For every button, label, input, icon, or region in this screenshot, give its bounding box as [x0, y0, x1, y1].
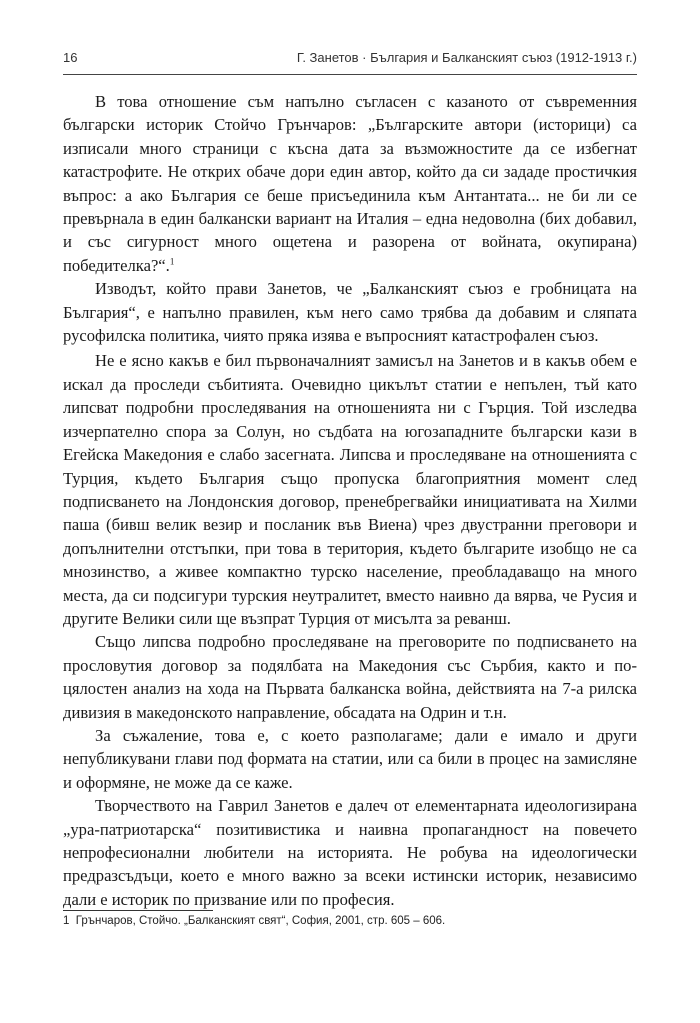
paragraph: Творчеството на Гаврил Занетов е далеч от елементарната идеологизирана „ура-патриотарска“ позитивистика и наивна пропагандност на повечето непрофесионални любители на историята. Не робува на идеологически предразсъдъци, което е много важно за всеки истински историк, независимо дали е историк по призвание или по професия.: [63, 796, 637, 909]
paragraph-text: В това отношение съм напълно съгласен с казаното от съвременния български историк Стойчо Грънчаров: „Българските автори (историци) са изписали много страници с късна дата за възможностите да се избегнат катастрофите. Не открих обаче дори един автор, който да си зададе простичкия въпрос: а ако България се беше присъединила към Антантата... не би ли се превърнала в един балкански вариант на Италия – една недоволна (бих добавил, и със сигурност много ощетена и разорена от войната, окупирана) победителка?“.: [63, 92, 637, 275]
footnote-reference[interactable]: 1: [169, 256, 175, 267]
footnote-rule: [63, 910, 213, 911]
body-text: [63, 90, 637, 911]
paragraph: Не е ясно какъв е бил първоначалният замисъл на Занетов и в какъв обем е искал да проследи събитията. Очевидно цикълът статии е непълен, тъй като липсват подробни проследявания на отношенията ни с Гърция. Той изследва изчерпателно спора за Солун, но съдбата на югозападните български кази в Егейска Македония е слабо засегната. Липсва и проследяване на отношенията с Турция, където България също пропуска благоприятния момент след подписването на Лондонския договор, пренебрегвайки инициативата на Хилми паша (бивш велик везир и посланик във Виена) чрез двустранни преговори и допълнителни отстъпки, при това в територия, където българите изобщо не са мнозинство, а живее компактно турско население, преобладаващо на много места, да си подсигури турския неутралитет, вместо наивно да вярва, че Русия и другите Велики сили ще възпрат Турция от мисълта за реванш.: [63, 351, 637, 628]
page-number: 16: [63, 50, 78, 65]
footnote-text: Грънчаров, Стойчо. „Балканският свят“, София, 2001, стр. 605 – 606.: [75, 915, 446, 927]
paragraph: Изводът, който прави Занетов, че „Балканският съюз е гробницата на България“, е напълно правилен, към него само трябва да добавим и сляпата русофилска политика, чиято пряка изява е въпросният катастрофален съюз.: [63, 279, 637, 346]
footnote: [63, 915, 637, 927]
running-title: Г. Занетов · България и Балканският съюз (1912-1913 г.): [296, 50, 637, 65]
page-header: [63, 50, 637, 72]
footnote-number: 1: [63, 915, 70, 927]
header-rule: [63, 74, 637, 75]
paragraph: [63, 90, 637, 277]
paragraph: За съжаление, това е, с което разполагаме; дали е имало и други непубликувани глави под формата на статии, или са били в процес на замисляне и оформяне, не може да се каже.: [63, 725, 637, 792]
paragraph: Също липсва подробно проследяване на преговорите по подписването на прословутия договор за подялбата на Македония със Сърбия, както и по-цялостен анализ на хода на Първата балканска война, действията на 7-а рилска дивизия в македонското направление, обсадата на Одрин и т.н.: [63, 632, 637, 722]
